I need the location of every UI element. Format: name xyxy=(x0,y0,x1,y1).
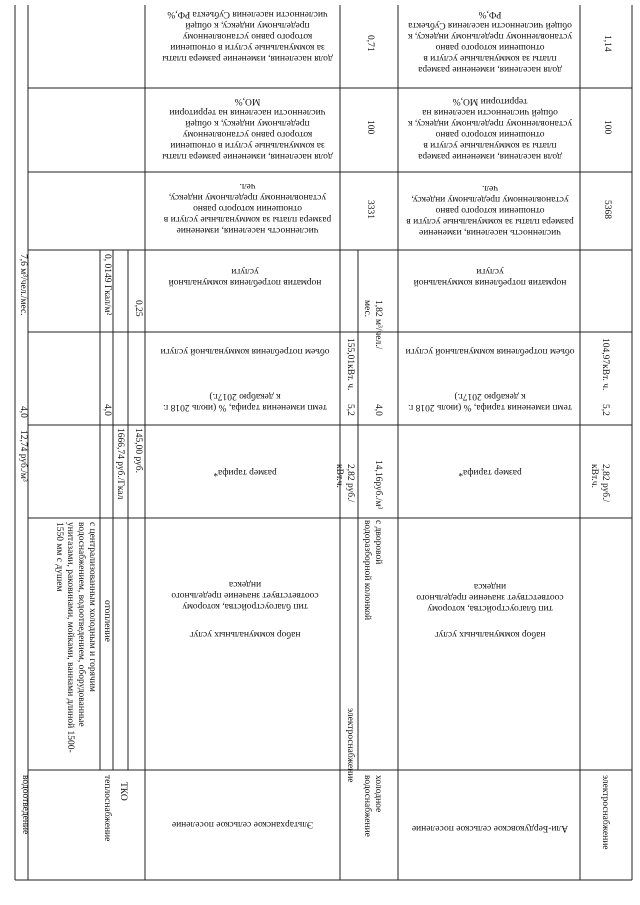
population-value-2: 5368 xyxy=(602,200,612,219)
header-tariff-1: размер тарифа* xyxy=(213,467,277,477)
header-service-set-2: набор коммунальных услуг xyxy=(434,629,546,639)
header-population-2: численность населения, изменение размера платы за коммунальные услуги в отношении которого равно установленному предельному индексу, чел. xyxy=(406,183,574,237)
row-electricity-volume-2: 104,97кВт. ч. xyxy=(600,338,610,391)
header-share-mo-1: доля населения, изменение размера платы за коммунальные услуги в отношении которого равно установленному предельному индексу, к общей численности населения на территории МО,% xyxy=(162,96,333,161)
header-share-rf-1: доля населения, изменение размера платы за коммунальные услуги в отношении которого равно установленному предельному индексу, к общей численности населения Субъекта РФ,% xyxy=(162,9,333,63)
header-population-1: численность населения, изменение размера платы за коммунальные услуги в отношении которого равно установленному предельному индексу, чел. xyxy=(163,181,332,235)
share-mo-value-1: 100 xyxy=(365,120,375,135)
row-water-label: холодное водоснабжение xyxy=(362,775,383,837)
header-volume-2: объем потребления коммунальной услуги xyxy=(405,346,575,356)
row-electricity-tariff-1: 2,82 руб./кВт.ч. xyxy=(334,464,355,503)
row-heat-norm: 0, 0149 Гкал/м² xyxy=(102,254,112,316)
row-sewerage-norm: 7,6 м³/чел./мес. xyxy=(18,254,28,316)
row-tko-norm: 0,25 xyxy=(133,300,143,317)
header-norm-1: норматив потребления коммунальной услуги xyxy=(168,266,322,287)
row-heat-tariff: 1666,74 руб./Гкал xyxy=(115,428,125,500)
row-electricity-growth-2: 5,2 xyxy=(600,404,610,416)
header-share-mo-2: доля населения, изменение размера платы за коммунальные услуги в отношении которого равно установленному предельному индексу, к общей численности населения на территории МО,% xyxy=(407,96,573,161)
row-heat-desc: отопление xyxy=(102,600,112,642)
settlement-name-1: Эльтарханское сельское поселение xyxy=(171,819,314,829)
header-service-set-1: набор коммунальных услуг xyxy=(189,629,301,639)
header-tariff-2: размер тарифа* xyxy=(458,467,522,477)
row-electricity-tariff-2: 2,82 руб./кВт.ч. xyxy=(589,464,610,503)
row-electricity-growth-1: 5,2 xyxy=(345,404,355,416)
row-water-growth: 4,0 xyxy=(373,404,383,416)
population-value-1: 3331 xyxy=(365,200,375,219)
header-tariff-growth-2: темп изменения тарифа, % (июль 2018 г. к декабрю 2017г.) xyxy=(408,391,572,412)
row-electricity-volume-1: 155,01кВт. ч. xyxy=(345,338,355,391)
share-rf-value-1: 0,71 xyxy=(365,35,375,52)
row-heat-label: теплоснабжение xyxy=(102,775,112,842)
header-improvement-type-2: тип благоустройства, которому соответствует значение предельного индекса xyxy=(416,581,564,613)
header-tariff-growth-1: темп изменения тарифа, % (июль 2018 г. к декабрю 2017г.) xyxy=(163,391,327,412)
settlement-name-2: Али-Бердуковское сельское поселение xyxy=(411,823,569,833)
row-water-tariff: 14,16руб./м³ xyxy=(373,460,383,510)
header-volume-1: объем потребления коммунальной услуги xyxy=(160,346,330,356)
share-rf-value-2: 1,14 xyxy=(602,35,612,52)
header-norm-2: норматив потребления коммунальной услуги xyxy=(413,266,567,287)
row-sewerage-desc: с централизованным холодным и горячим водоснабжением, водоотведением, оборудованные унитазами, раковинами, мойками, ваннами длиной 1500- 1550 мм с душем xyxy=(54,522,97,753)
header-share-rf-2: доля населения, изменение размера платы за коммунальные услуги в отношении которого равно установленному предельному индексу, к общей численности населения Субъекта РФ,% xyxy=(407,9,573,74)
row-water-desc: с дворовой водоразборной колонкой xyxy=(362,520,383,621)
row-sewerage-growth: 4,0 xyxy=(18,406,28,418)
header-improvement-type-1: тип благоустройства, которому соответствует значение предельного индекса xyxy=(171,579,319,611)
row-electricity-label-2: электроснабжение xyxy=(600,775,610,850)
row-tko-label: ТКО xyxy=(118,782,128,801)
row-water-norm: 1,82 м³/чел./мес. xyxy=(362,300,383,350)
row-sewerage-tariff: 12,74 руб./м³ xyxy=(18,430,28,482)
row-heat-growth: 4,0 xyxy=(102,404,112,416)
share-mo-value-2: 100 xyxy=(602,120,612,135)
row-sewerage-label: водоотведение xyxy=(20,775,30,835)
row-electricity-label-1: электроснабжение xyxy=(345,708,355,783)
row-tko-tariff: 145,00 руб. xyxy=(133,428,143,473)
